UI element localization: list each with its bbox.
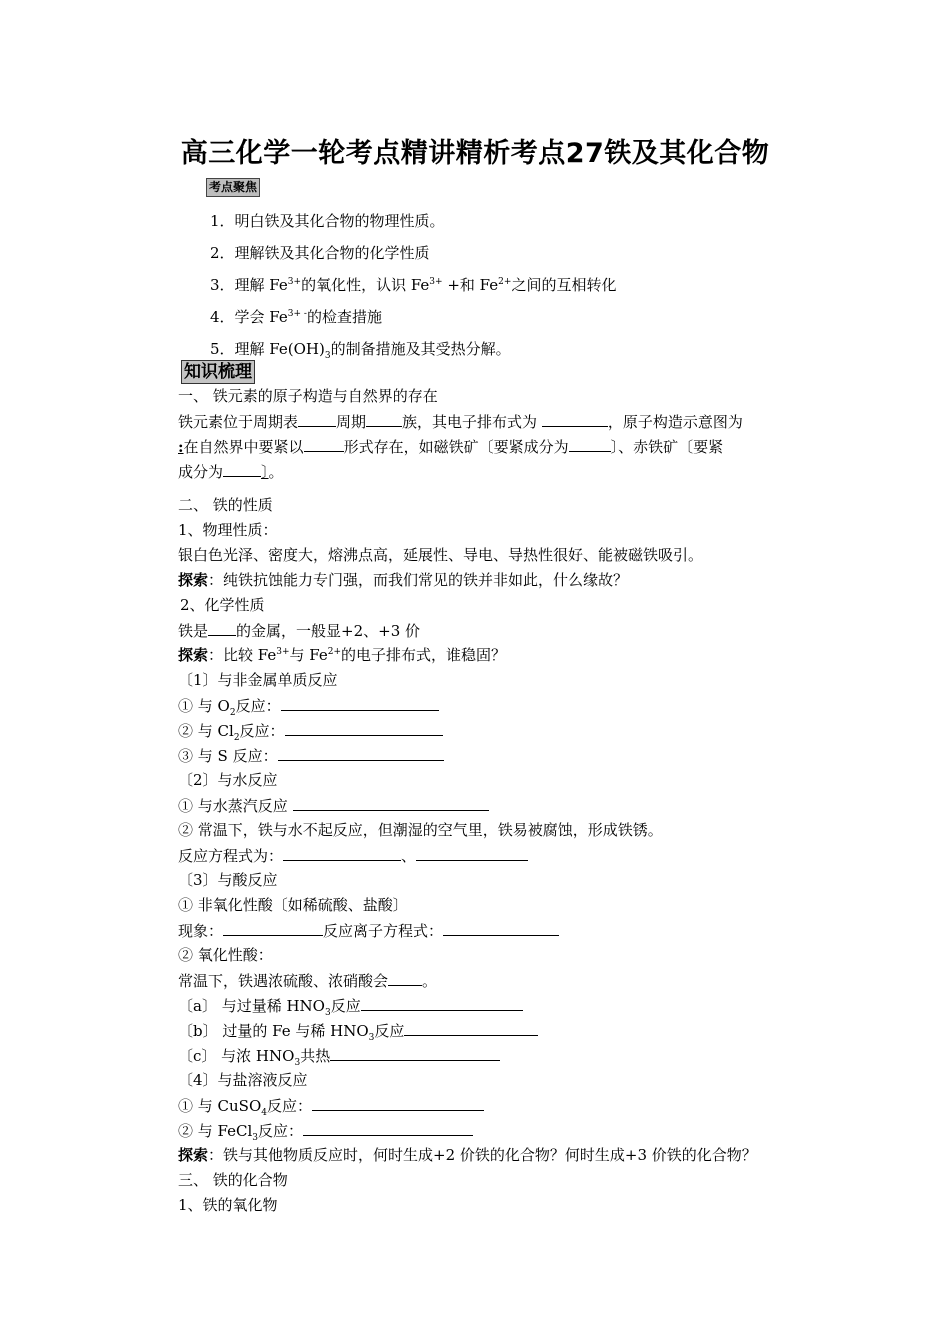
rust-equation: 反应方程式为： 、 — [178, 845, 528, 866]
section-1-line-1: 铁元素位于周期表 周期 族，其电子排布式为 ，原子构造示意图为 — [178, 413, 743, 431]
chemical-properties-heading: 2、化学性质 — [180, 596, 265, 614]
excess-fe-dilute-hno3: 〔b〕 过量的 Fe 与稀 $HNO_3$反应 — [178, 1020, 538, 1041]
fecl3-reaction: ② 与 FeCl$_3$反应： — [178, 1120, 473, 1141]
explore-question-1: 探索：纯铁抗蚀能力专门强，而我们常见的铁并非如此，什么缘故？ — [178, 571, 629, 589]
water-reaction-heading: 〔2〕与水反应 — [178, 771, 278, 789]
explore-question-2: 探索：比较 $Fe^{3+}$与 $Fe^{2+}$的电子排布式，谁稳固？ — [178, 646, 507, 664]
iron-oxides-heading: 1、铁的氧化物 — [178, 1196, 278, 1214]
goal-2: 2．理解铁及其化合物的化学性质 — [210, 244, 430, 262]
page-title: 高三化学一轮考点精讲精析考点27铁及其化合物 — [180, 138, 770, 169]
iron-metal-line: 铁是 的金属，一般显+2、+3 价 — [178, 622, 421, 640]
goal-1: 1．明白铁及其化合物的物理性质。 — [210, 212, 445, 230]
focus-label: 考点聚焦 — [206, 178, 260, 197]
cuso4-reaction: ① 与 CuSO$_4$反应： — [178, 1095, 484, 1116]
explore-question-3: 探索：铁与其他物质反应时，何时生成+2 价铁的化合物？何时生成+3 价铁的化合物？ — [178, 1146, 757, 1164]
dilute-hno3-excess: 〔a〕 与过量稀 $HNO_3$反应 — [178, 995, 523, 1016]
section-label: 知识梳理 — [181, 360, 255, 384]
salt-reaction-heading: 〔4〕与盐溶液反应 — [178, 1071, 308, 1089]
section-1-line-2: :在自然界中要紧以 形式存在，如磁铁矿〔要紧成分为 〕、赤铁矿〔要紧 — [178, 438, 724, 456]
section-1-line-3: 成分为 〕。 — [178, 463, 284, 481]
rust-line: ② 常温下，铁与水不起反应，但潮湿的空气里，铁易被腐蚀，形成铁锈。 — [178, 821, 663, 839]
s-reaction: ③ 与 S 反应： — [178, 745, 444, 766]
conc-hno3-heat: 〔c〕 与浓 $HNO_3$共热 — [178, 1045, 500, 1066]
goal-4: 4．学会 $Fe^{3+ -}$的检查措施 — [210, 308, 382, 326]
goal-5: 5．理解 $Fe(OH)_3$的制备措施及其受热分解。 — [210, 340, 511, 361]
section-1-heading: 一、 铁元素的原子构造与自然界的存在 — [178, 387, 438, 405]
phenomenon-line: 现象： 反应离子方程式： — [178, 920, 559, 941]
acid-reaction-heading: 〔3〕与酸反应 — [178, 871, 278, 889]
oxidizing-acid: ② 氧化性酸： — [178, 946, 273, 964]
physical-properties-desc: 银白色光泽、密度大，熔沸点高，延展性、导电、导热性很好、能被磁铁吸引。 — [178, 546, 704, 564]
goal-3: 3．理解 $Fe^{3+}$的氧化性，认识 $Fe^{3+}$ +和 $Fe^{2+}$之间的互相转化 — [210, 276, 617, 294]
cl2-reaction: ② 与 $Cl_2$反应： — [178, 720, 443, 741]
section-3-heading: 三、 铁的化合物 — [178, 1171, 288, 1189]
passivation-line: 常温下，铁遇浓硫酸、浓硝酸会 。 — [178, 972, 438, 990]
physical-properties-heading: 1、物理性质： — [178, 521, 278, 539]
steam-reaction: ① 与水蒸汽反应 — [178, 795, 489, 816]
o2-reaction: ① 与 $O_2$反应： — [178, 695, 439, 716]
nonmetal-reaction-heading: 〔1〕与非金属单质反应 — [178, 671, 338, 689]
non-oxidizing-acid: ① 非氧化性酸〔如稀硫酸、盐酸〕 — [178, 896, 408, 914]
section-2-heading: 二、 铁的性质 — [178, 496, 273, 514]
